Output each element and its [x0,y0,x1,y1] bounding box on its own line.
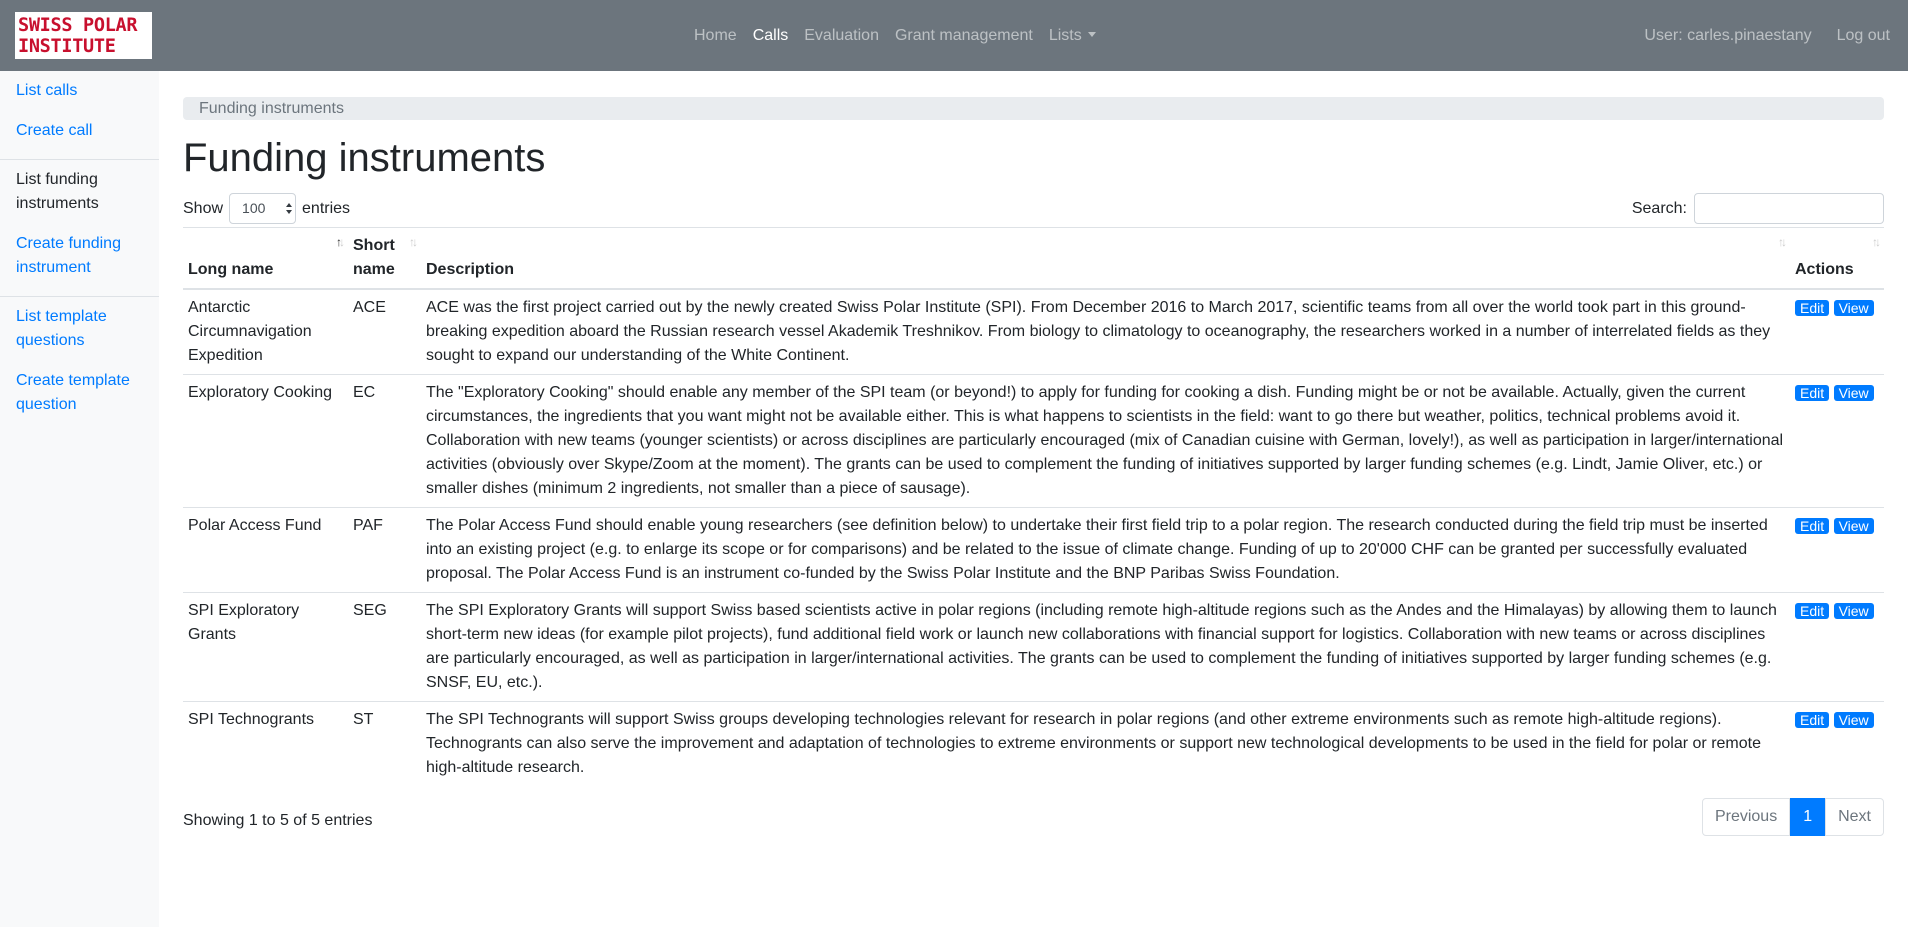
cell-description: The Polar Access Fund should enable young researchers (see definition below) to undertake their first field trip to a polar region. The research conducted during the field trip must be inserted into an existing project (e.g. to enlarge its scope or for comparisons) and be related to the issue of climate change. Funding of up to 20'000 CHF can be granted per successfully evaluated proposal. The Polar Access Fund is an instrument co-funded by the Swiss Polar Institute and the BNP Paribas Swiss Foundation. [421,508,1790,593]
page-size-value: 100 [242,200,266,216]
pagination-next[interactable]: Next [1825,798,1884,836]
cell-description: The SPI Technogrants will support Swiss groups developing technologies relevant for research in polar regions (and other extreme environments such as remote high-altitude regions). Technogrants can also serve the improvement and adaptation of technologies to extreme environments or support new technological developments to be used in the field for polar or remote high-altitude research. [421,702,1790,787]
table-row [183,289,1884,375]
table-row [183,702,1884,787]
entries-label: entries [302,199,351,217]
table-footer [183,792,1884,842]
edit-button[interactable]: Edit [1795,603,1829,619]
swiss-polar-institute-logo[interactable] [15,12,152,59]
column-header-description[interactable] [421,228,1790,290]
sidebar [0,71,159,927]
page-size-select[interactable] [229,193,296,224]
funding-instruments-table [183,227,1884,786]
cell-actions [1790,702,1884,787]
sort-icon: ↑↓ [1778,235,1784,249]
edit-button[interactable]: Edit [1795,518,1829,534]
table-info: Showing 1 to 5 of 5 entries [183,812,373,829]
logout-link[interactable]: Log out [1836,26,1890,44]
breadcrumb: Funding instruments [183,97,1884,120]
edit-button[interactable]: Edit [1795,712,1829,728]
edit-button[interactable]: Edit [1795,300,1829,316]
column-header-label: Short name [353,237,395,278]
table-header-row [183,228,1884,290]
cell-short-name: EC [348,375,421,508]
sort-icon: ↑↓ [409,235,415,249]
cell-description: ACE was the first project carried out by the newly created Swiss Polar Institute (SPI). From December 2016 to March 2017, scientific teams from all over the world took part in this ground-breaking expedition aboard the Russian research vessel Akademik Treshnikov. From biology to climatology to oceanography, the researchers worked in a number of interrelated fields as they sought to expand our understanding of the White Continent. [426,299,1771,364]
cell-actions [1790,289,1884,375]
view-button[interactable]: View [1834,385,1874,401]
main-nav [686,0,1104,71]
cell-description: The "Exploratory Cooking" should enable any member of the SPI team (or beyond!) to apply for funding for cooking a dish. Funding might be or not be available. Actually, given the current circumstances, the ingredients that you want might not be available either. This is what happens to scientists in the field: want to go there but weather, politics, technical problems avoid it. Collaboration with new teams (younger scientists) or across disciplines are particularly encouraged (mix of Canadian cuisine with German, lovely!), as well as participation in larger/international activities (obviously over Skype/Zoom at the moment). The grants can be used to complement the funding of initiatives supported by larger funding schemes (e.g. Lindt, Jamie Oliver, etc.) or smaller dishes (minimum 2 ingredients, not smaller than a piece of sausage). [421,375,1790,508]
sidebar-item-create-call[interactable]: Create call [16,122,93,139]
nav-grant-management[interactable]: Grant management [894,26,1033,44]
sort-icon: ↑↓ [1872,235,1878,249]
cell-description: The SPI Exploratory Grants will support Swiss based scientists active in polar regions (including remote high-altitude regions such as the Andes and the Himalayas) by allowing them to launch short-term new ideas (for example pilot projects), fund additional field work or launch new collaborations with financial support for logistics. Collaboration with new teams or across disciplines are particularly encouraged, as well as participation in larger/international activities. The grants can be used to complement the funding of initiatives supported by larger funding schemes (e.g. SNSF, EU, etc.). [421,593,1790,702]
column-header-label: Description [426,261,515,278]
cell-long-name: Exploratory Cooking [183,375,348,508]
user-nav [1636,0,1898,71]
main-content [183,71,1884,842]
sidebar-item-list-funding-instruments[interactable]: List funding instruments [16,171,99,212]
view-button[interactable]: View [1834,712,1874,728]
column-header-label: Actions [1795,261,1854,278]
pagination-previous[interactable]: Previous [1702,798,1790,836]
table-row [183,375,1884,508]
search-control [1632,193,1884,224]
search-label: Search: [1631,199,1687,217]
column-header-short-name[interactable] [348,228,421,290]
cell-short-name: PAF [348,508,421,593]
cell-short-name: ACE [353,299,386,316]
page-size-control [183,193,350,224]
cell-short-name: SEG [348,593,421,702]
nav-home[interactable]: Home [694,26,737,44]
table-row [183,508,1884,593]
nav-lists-dropdown[interactable] [1041,27,1104,45]
logo-line-1: SWISS POLAR [18,15,138,36]
nav-lists-label: Lists [1048,26,1082,44]
cell-short-name: ST [348,702,421,787]
sidebar-item-create-template-question[interactable]: Create template question [16,372,130,413]
caret-down-icon [1088,32,1096,37]
sort-ascending-icon: ↑↓ [336,235,342,249]
cell-long-name: SPI Technogrants [183,702,348,787]
sidebar-item-list-template-questions[interactable]: List template questions [16,308,107,349]
nav-evaluation[interactable]: Evaluation [804,26,879,44]
sidebar-group-funding [0,160,159,297]
cell-long-name: Antarctic Circumnavigation Expedition [188,299,312,364]
table-controls [183,193,1884,227]
pagination-page-1[interactable]: 1 [1790,798,1825,836]
column-header-actions[interactable] [1790,228,1884,290]
nav-calls[interactable]: Calls [752,26,789,44]
sidebar-group-templates [0,297,159,433]
view-button[interactable]: View [1834,518,1874,534]
edit-button[interactable]: Edit [1795,385,1829,401]
pagination [1702,798,1884,836]
cell-long-name: SPI Exploratory Grants [183,593,348,702]
show-label: Show [183,199,224,217]
cell-actions [1790,508,1884,593]
table-row [183,593,1884,702]
view-button[interactable]: View [1834,603,1874,619]
sidebar-item-list-calls[interactable]: List calls [16,82,78,99]
page-title: Funding instruments [183,136,546,180]
column-header-label: Long name [188,261,274,278]
view-button[interactable]: View [1834,300,1874,316]
top-navbar [0,0,1908,71]
column-header-long-name[interactable] [183,228,348,290]
current-user: User: carles.pinaestany [1644,26,1812,44]
cell-long-name: Polar Access Fund [183,508,348,593]
logo-line-2: INSTITUTE [18,36,116,57]
cell-actions [1790,375,1884,508]
search-input[interactable] [1694,193,1884,224]
sidebar-item-create-funding-instrument[interactable]: Create funding instrument [16,235,121,276]
cell-actions [1790,593,1884,702]
sidebar-group-calls [0,71,159,160]
